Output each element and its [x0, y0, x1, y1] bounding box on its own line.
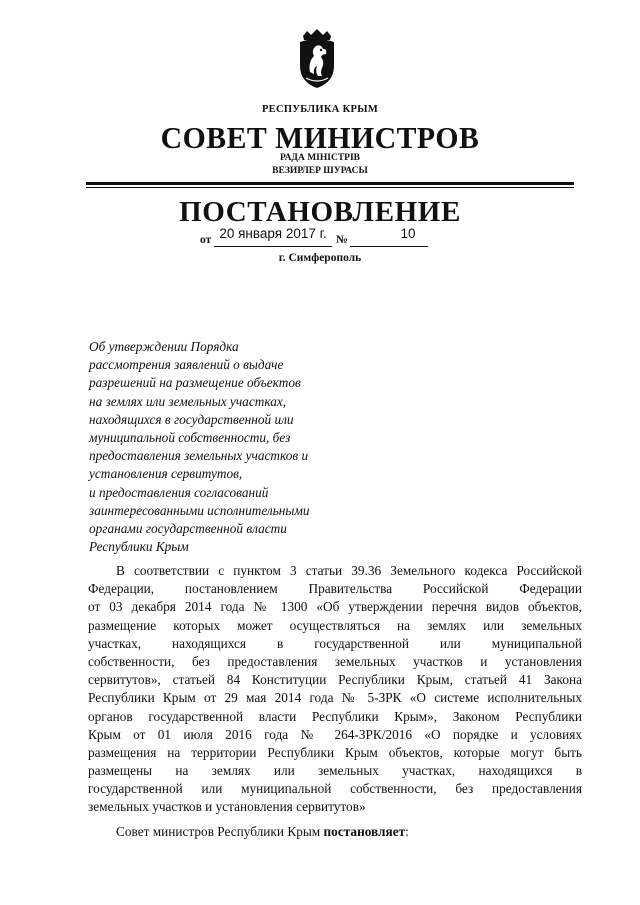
- body-line: размещения на территории Республики Крым объектов, которые могут быть: [88, 744, 582, 760]
- body-line: государственной или муниципальной собственности, без предоставления: [88, 781, 582, 797]
- document-date: 20 января 2017 г.: [219, 226, 327, 241]
- body-line: от 03 декабря 2014 года № 1300 «Об утверждении перечня видов объектов,: [88, 599, 582, 615]
- subject-line: установления сервитутов,: [89, 466, 243, 482]
- header-rule-thick: [86, 182, 574, 185]
- number-label: №: [336, 234, 348, 246]
- subject-line: на землях или земельных участках,: [89, 393, 287, 409]
- city: г. Симферополь: [278, 252, 362, 264]
- body-line: земельных участков и установления сервитутов»: [88, 799, 366, 815]
- date-underline: [214, 246, 332, 247]
- crimea-coat-of-arms-icon: [292, 28, 342, 90]
- council-title-crimean-tatar: ВЕЗИРЛЕР ШУРАСЫ: [272, 166, 368, 176]
- council-title: СОВЕТ МИНИСТРОВ: [160, 120, 480, 155]
- subject-line: и предоставления согласований: [89, 484, 269, 500]
- subject-line: предоставления земельных участков и: [89, 448, 309, 464]
- body-line: сервитутов», статьей 84 Конституции Республики Крым, статьей 41 Закона: [88, 672, 582, 688]
- body-line: участках, находящихся в государственной или муниципальной: [88, 635, 582, 651]
- number-underline: [350, 246, 428, 247]
- document-type: ПОСТАНОВЛЕНИЕ: [179, 196, 461, 228]
- resolution-clause: [116, 824, 409, 840]
- subject-line: рассмотрения заявлений о выдаче: [89, 357, 284, 373]
- subject-line: разрешений на размещение объектов: [89, 375, 301, 391]
- subject-line: муниципальной собственности, без: [89, 430, 291, 446]
- council-title-ukrainian: РАДА МІНІСТРІВ: [279, 153, 360, 163]
- subject-line: Об утверждении Порядка: [89, 339, 239, 354]
- date-label: от: [200, 234, 212, 246]
- document-subject: [89, 338, 389, 556]
- body-line: Республики Крым от 29 мая 2014 года № 5-ЗРК «О системе исполнительных: [88, 690, 582, 706]
- resolution-prefix: Совет министров Республики Крым: [116, 824, 324, 839]
- resolution-action: постановляет: [323, 824, 406, 839]
- subject-line: Республики Крым: [89, 539, 189, 555]
- preamble-paragraph: [88, 562, 582, 817]
- body-line: размещены на землях или земельных участках, находящихся в: [88, 763, 582, 779]
- body-line: Федерации, постановлением Правительства Российской Федерации: [88, 581, 582, 597]
- header-rule-thin: [86, 187, 574, 188]
- republic-name: РЕСПУБЛИКА КРЫМ: [261, 104, 379, 115]
- body-line: собственности, без предоставления земельных участков и установления: [88, 653, 582, 669]
- body-line: органов государственной власти Республики Крым», Законом Республики: [88, 708, 582, 724]
- body-line: размещение которых может осуществляться на землях или земельных: [88, 617, 582, 633]
- body-line: В соответствии с пунктом 3 статьи 39.36 Земельного кодекса Российской: [116, 563, 582, 578]
- resolution-suffix: :: [405, 824, 409, 839]
- subject-line: заинтересованными исполнительными: [89, 502, 310, 518]
- subject-line: находящихся в государственной или: [89, 411, 294, 427]
- document-number: 10: [400, 226, 416, 241]
- subject-line: органами государственной власти: [89, 521, 287, 537]
- body-line: Крым от 01 июля 2016 года № 264-ЗРК/2016 «О порядке и условиях: [88, 726, 582, 742]
